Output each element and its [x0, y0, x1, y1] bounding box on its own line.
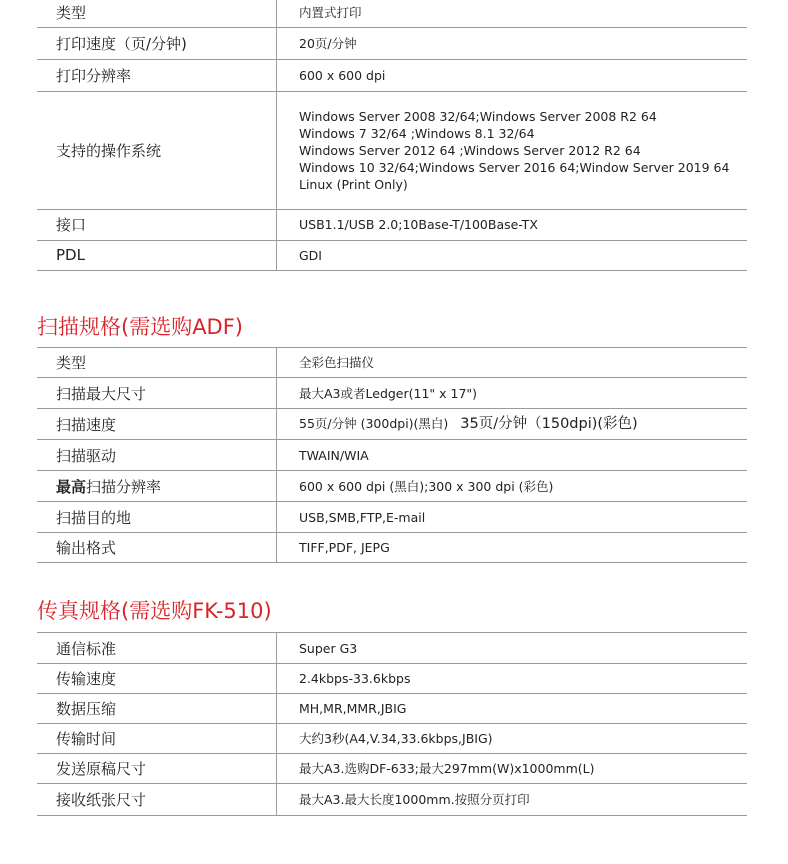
os-line: Linux (Print Only) — [299, 176, 408, 192]
os-line: Windows Server 2008 32/64;Windows Server 2008 R2 64 — [299, 108, 657, 124]
table-row — [37, 27, 747, 59]
spec-label: 扫描目的地 — [37, 502, 277, 533]
scan-speed-mono: 55页/分钟 (300dpi)(黑白) — [299, 416, 449, 431]
table-row — [37, 409, 747, 440]
spec-value — [277, 409, 748, 440]
spec-label: 扫描最大尺寸 — [37, 378, 277, 409]
spec-value: 20页/分钟 — [277, 27, 748, 59]
spec-label: 接收纸张尺寸 — [37, 784, 277, 816]
spec-label: 打印速度（页/分钟) — [37, 27, 277, 59]
os-line: Windows Server 2012 64 ;Windows Server 2012 R2 64 — [299, 142, 641, 158]
spec-value: MH,MR,MMR,JBIG — [277, 694, 748, 724]
spec-value: 600 x 600 dpi (黑白);300 x 300 dpi (彩色) — [277, 471, 748, 502]
spec-value: 内置式打印 — [277, 0, 748, 27]
spec-value: 最大A3.选购DF-633;最大297mm(W)x1000mm(L) — [277, 754, 748, 784]
table-row — [37, 59, 747, 91]
spec-label — [37, 471, 277, 502]
spec-value: GDI — [277, 240, 748, 270]
spec-value: 2.4kbps-33.6kbps — [277, 664, 748, 694]
spec-label-rest: 扫描分辨率 — [86, 477, 162, 496]
print-spec-table — [37, 0, 747, 271]
spec-label: 接口 — [37, 209, 277, 240]
spec-value: 大约3秒(A4,V.34,33.6kbps,JBIG) — [277, 724, 748, 754]
table-row — [37, 209, 747, 240]
spec-label: 类型 — [37, 0, 277, 27]
table-row — [37, 471, 747, 502]
table-row — [37, 240, 747, 270]
table-row — [37, 784, 747, 816]
spec-label: 传输速度 — [37, 664, 277, 694]
table-row — [37, 664, 747, 694]
fax-spec-section — [37, 632, 747, 816]
spec-value: TWAIN/WIA — [277, 440, 748, 471]
spec-label: 通信标准 — [37, 633, 277, 664]
spec-label: 扫描驱动 — [37, 440, 277, 471]
os-line: Windows 10 32/64;Windows Server 2016 64;Window Server 2019 64 — [299, 159, 730, 175]
table-row — [37, 378, 747, 409]
fax-spec-table — [37, 632, 747, 816]
table-row — [37, 754, 747, 784]
spec-label: 传输时间 — [37, 724, 277, 754]
scan-speed-color: 35页/分钟（150dpi)(彩色) — [460, 416, 638, 432]
spec-value: 最大A3.最大长度1000mm.按照分页打印 — [277, 784, 748, 816]
fax-spec-title: 传真规格(需选购FK-510) — [37, 599, 272, 623]
os-line: Windows 7 32/64 ;Windows 8.1 32/64 — [299, 125, 535, 141]
table-row — [37, 633, 747, 664]
spec-label: 类型 — [37, 348, 277, 378]
spec-value: USB1.1/USB 2.0;10Base-T/100Base-TX — [277, 209, 748, 240]
scan-spec-title: 扫描规格(需选购ADF) — [37, 315, 244, 339]
spec-value: 最大A3或者Ledger(11" x 17") — [277, 378, 748, 409]
table-row — [37, 502, 747, 533]
spec-label: 打印分辨率 — [37, 59, 277, 91]
spec-value: 全彩色扫描仪 — [277, 348, 748, 378]
scan-spec-table — [37, 347, 747, 563]
table-row — [37, 0, 747, 27]
spec-value: Super G3 — [277, 633, 748, 664]
spec-label: 输出格式 — [37, 533, 277, 563]
spec-label: 发送原稿尺寸 — [37, 754, 277, 784]
table-row — [37, 533, 747, 563]
table-row — [37, 91, 747, 209]
spec-label: 数据压缩 — [37, 694, 277, 724]
spec-label: 扫描速度 — [37, 409, 277, 440]
scan-spec-section — [37, 347, 747, 563]
spec-value: 600 x 600 dpi — [277, 59, 748, 91]
print-spec-section — [37, 0, 747, 271]
table-row — [37, 694, 747, 724]
spec-value: USB,SMB,FTP,E-mail — [277, 502, 748, 533]
table-row — [37, 348, 747, 378]
spec-label: PDL — [37, 240, 277, 270]
table-row — [37, 440, 747, 471]
spec-value: TIFF,PDF, JEPG — [277, 533, 748, 563]
spec-label: 支持的操作系统 — [37, 91, 277, 209]
table-row — [37, 724, 747, 754]
spec-label-bold: 最高 — [56, 477, 87, 496]
spec-value — [277, 91, 748, 209]
